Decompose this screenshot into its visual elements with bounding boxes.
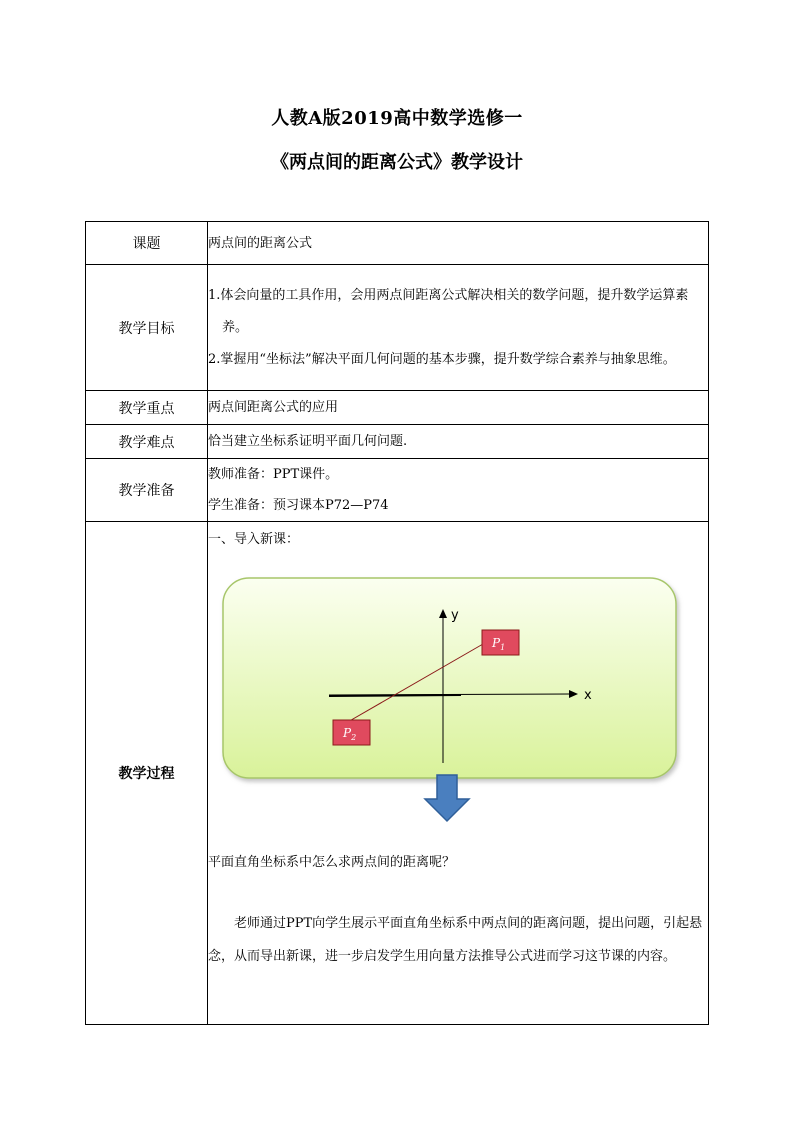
- process-label: 教学过程: [86, 522, 208, 1025]
- table-row-preparation: [86, 459, 709, 522]
- teacher-prep: 教师准备：PPT课件。: [208, 467, 339, 482]
- x-axis-label: x: [584, 688, 592, 703]
- table-row-process: [86, 522, 709, 1025]
- difficulty-label: 教学难点: [86, 425, 208, 459]
- down-arrow-icon: [425, 775, 469, 821]
- table-row-goals: [86, 265, 709, 391]
- point-p1-label: $P_1$: [492, 636, 506, 652]
- topic-label: 课题: [86, 222, 208, 265]
- student-prep: 学生准备：预习课本P72—P74: [208, 498, 389, 513]
- coordinate-diagram: [201, 553, 701, 838]
- teaching-paragraph: 老师通过PPT向学生展示平面直角坐标系中两点间的距离问题，提出问题，引起悬念，从而导出新课，进一步启发学生用向量方法推导公式进而学习这节课的内容。: [208, 916, 703, 964]
- goals-value: [208, 265, 709, 391]
- section-heading: 一、导入新课：: [208, 532, 300, 547]
- point-p2-label: $P_2$: [343, 726, 357, 742]
- table-row-difficulty: [86, 425, 709, 459]
- preparation-value: [208, 459, 709, 522]
- y-axis-label: y: [451, 608, 459, 623]
- goal-item-1: 1.体会向量的工具作用，会用两点间距离公式解决相关的数学问题，提升数学运算素养。: [208, 287, 689, 335]
- topic-value: 两点间的距离公式: [208, 222, 709, 265]
- table-row-key-point: [86, 391, 709, 425]
- goals-label: 教学目标: [86, 265, 208, 391]
- diagram-panel: [223, 578, 676, 778]
- table-row-topic: [86, 222, 709, 265]
- key-point-value: 两点间距离公式的应用: [208, 391, 709, 425]
- intro-diagram: [208, 553, 708, 838]
- document-subtitle: 《两点间的距离公式》教学设计: [271, 152, 523, 173]
- document-title: 人教A版2019高中数学选修一: [271, 108, 523, 129]
- goal-item-2: 2.掌握用“坐标法”解决平面几何问题的基本步骤，提升数学综合素养与抽象思维。: [208, 351, 676, 367]
- process-content: [208, 522, 709, 1025]
- lesson-plan-table: [85, 221, 709, 1025]
- question-text: 平面直角坐标系中怎么求两点间的距离呢？: [208, 855, 456, 870]
- key-point-label: 教学重点: [86, 391, 208, 425]
- preparation-label: 教学准备: [86, 459, 208, 522]
- difficulty-value: 恰当建立坐标系证明平面几何问题.: [208, 425, 709, 459]
